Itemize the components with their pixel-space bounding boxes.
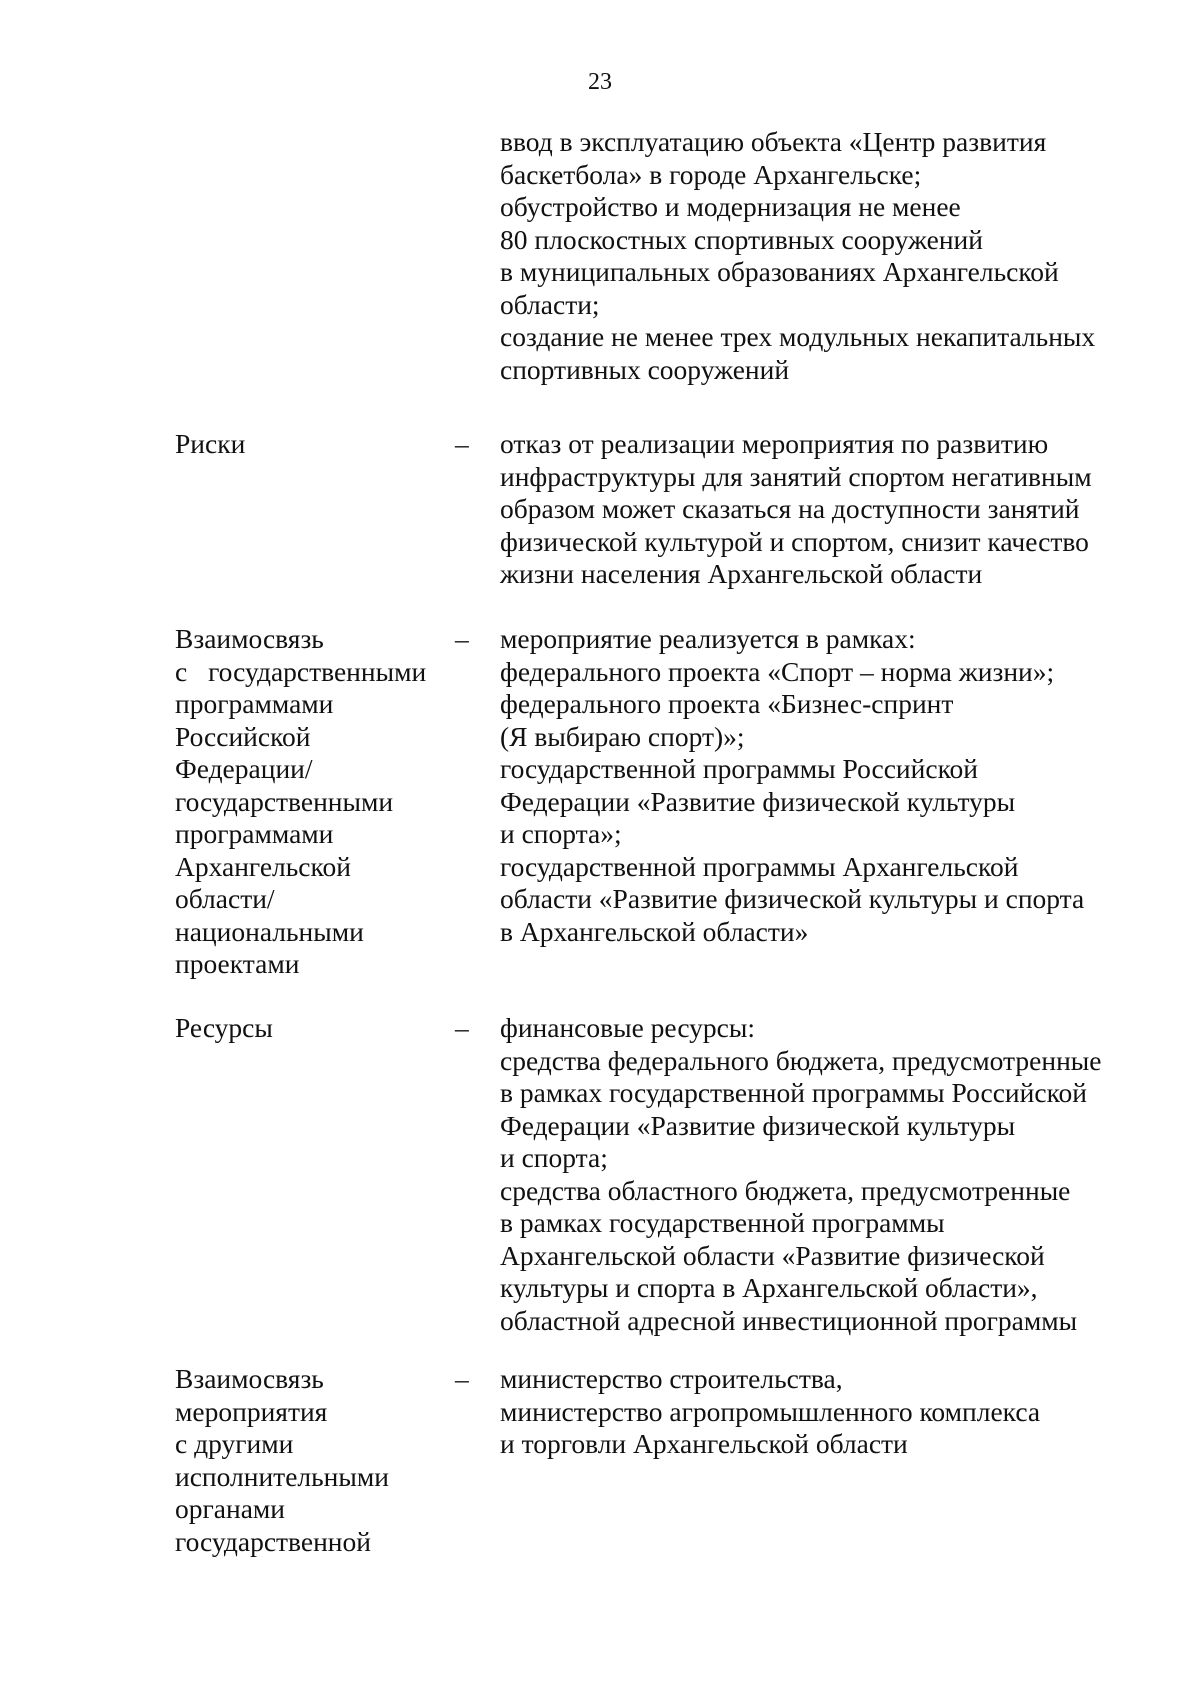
text-line: государственной программы Архангельской bbox=[500, 850, 1019, 882]
text-line: (Я выбираю спорт)»; bbox=[500, 720, 745, 752]
text-line: и спорта»; bbox=[500, 818, 622, 849]
label-line: программами bbox=[175, 688, 334, 719]
text-line: мероприятие реализуется в рамках: bbox=[500, 623, 916, 654]
text-line: государственной программы Российской bbox=[500, 753, 979, 784]
text-line: и торговли Архангельской области bbox=[500, 1428, 908, 1459]
text-line: жизни населения Архангельской области bbox=[500, 558, 983, 589]
row-value bbox=[500, 623, 1084, 948]
text-line: в рамках государственной программы bbox=[500, 1207, 945, 1238]
text-line: области «Развитие физической культуры и спорта bbox=[500, 883, 1085, 914]
row-label bbox=[175, 1363, 389, 1558]
row-label bbox=[175, 1012, 273, 1045]
label-line: Взаимосвязь bbox=[175, 623, 324, 654]
text-line: инфраструктуры для занятий спортом негативным bbox=[500, 460, 1092, 492]
text-line: области; bbox=[500, 288, 600, 320]
row-value bbox=[500, 1012, 1101, 1337]
text-line: федерального проекта «Бизнес-спринт bbox=[500, 688, 954, 719]
row-label bbox=[175, 428, 245, 461]
text-line: финансовые ресурсы: bbox=[500, 1012, 755, 1043]
continuation-text bbox=[500, 126, 1095, 386]
text-line: министерство строительства, bbox=[500, 1363, 843, 1394]
text-line: отказ от реализации мероприятия по развитию bbox=[500, 428, 1049, 459]
text-line: и спорта; bbox=[500, 1142, 608, 1173]
page-number: 23 bbox=[588, 69, 612, 95]
label-line: Российской bbox=[175, 720, 311, 752]
text-line: физической культурой и спортом, снизит качество bbox=[500, 525, 1089, 557]
label-line: исполнительными bbox=[175, 1460, 389, 1492]
dash-separator: – bbox=[455, 1363, 469, 1394]
row-value bbox=[500, 1363, 1040, 1461]
text-line: спортивных сооружений bbox=[500, 353, 790, 385]
label-line: области/ bbox=[175, 883, 275, 914]
text-line: Федерации «Развитие физической культуры bbox=[500, 785, 1016, 817]
text-line: образом может сказаться на доступности занятий bbox=[500, 493, 1080, 524]
text-line: средства областного бюджета, предусмотренные bbox=[500, 1174, 1071, 1206]
label-line: Федерации/ bbox=[175, 753, 313, 784]
dash-separator: – bbox=[455, 623, 469, 654]
label-line: Ресурсы bbox=[175, 1012, 273, 1043]
text-line: в рамках государственной программы Российской bbox=[500, 1077, 1087, 1108]
text-line: баскетбола» в городе Архангельске; bbox=[500, 158, 922, 190]
label-line: Взаимосвязь bbox=[175, 1363, 324, 1394]
text-line: создание не менее трех модульных некапитальных bbox=[500, 321, 1096, 352]
label-line: программами bbox=[175, 818, 334, 849]
text-line: Архангельской области «Развитие физической bbox=[500, 1239, 1045, 1271]
dash-separator: – bbox=[455, 1012, 469, 1043]
label-line: с другими bbox=[175, 1428, 294, 1459]
text-line: министерство агропромышленного комплекса bbox=[500, 1395, 1041, 1427]
label-line: мероприятия bbox=[175, 1395, 328, 1427]
text-line: в муниципальных образованиях Архангельской bbox=[500, 256, 1059, 287]
row-label bbox=[175, 623, 426, 981]
label-line: Риски bbox=[175, 428, 246, 459]
text-line: федерального проекта «Спорт – норма жизни»; bbox=[500, 655, 1055, 687]
text-line: средства федерального бюджета, предусмотренные bbox=[500, 1044, 1102, 1076]
label-line: государственными bbox=[175, 785, 394, 817]
label-line: проектами bbox=[175, 948, 300, 979]
label-line: органами bbox=[175, 1493, 286, 1524]
text-line: 80 плоскостных спортивных сооружений bbox=[500, 223, 983, 255]
text-line: областной адресной инвестиционной программы bbox=[500, 1304, 1078, 1336]
label-line: с государственными bbox=[175, 655, 427, 687]
text-line: ввод в эксплуатацию объекта «Центр развития bbox=[500, 126, 1047, 157]
row-value bbox=[500, 428, 1092, 591]
text-line: культуры и спорта в Архангельской области», bbox=[500, 1272, 1038, 1303]
text-line: в Архангельской области» bbox=[500, 915, 809, 947]
label-line: Архангельской bbox=[175, 850, 351, 882]
text-line: Федерации «Развитие физической культуры bbox=[500, 1109, 1016, 1141]
label-line: национальными bbox=[175, 915, 364, 947]
text-line: обустройство и модернизация не менее bbox=[500, 191, 961, 222]
label-line: государственной bbox=[175, 1525, 371, 1557]
dash-separator: – bbox=[455, 428, 469, 459]
